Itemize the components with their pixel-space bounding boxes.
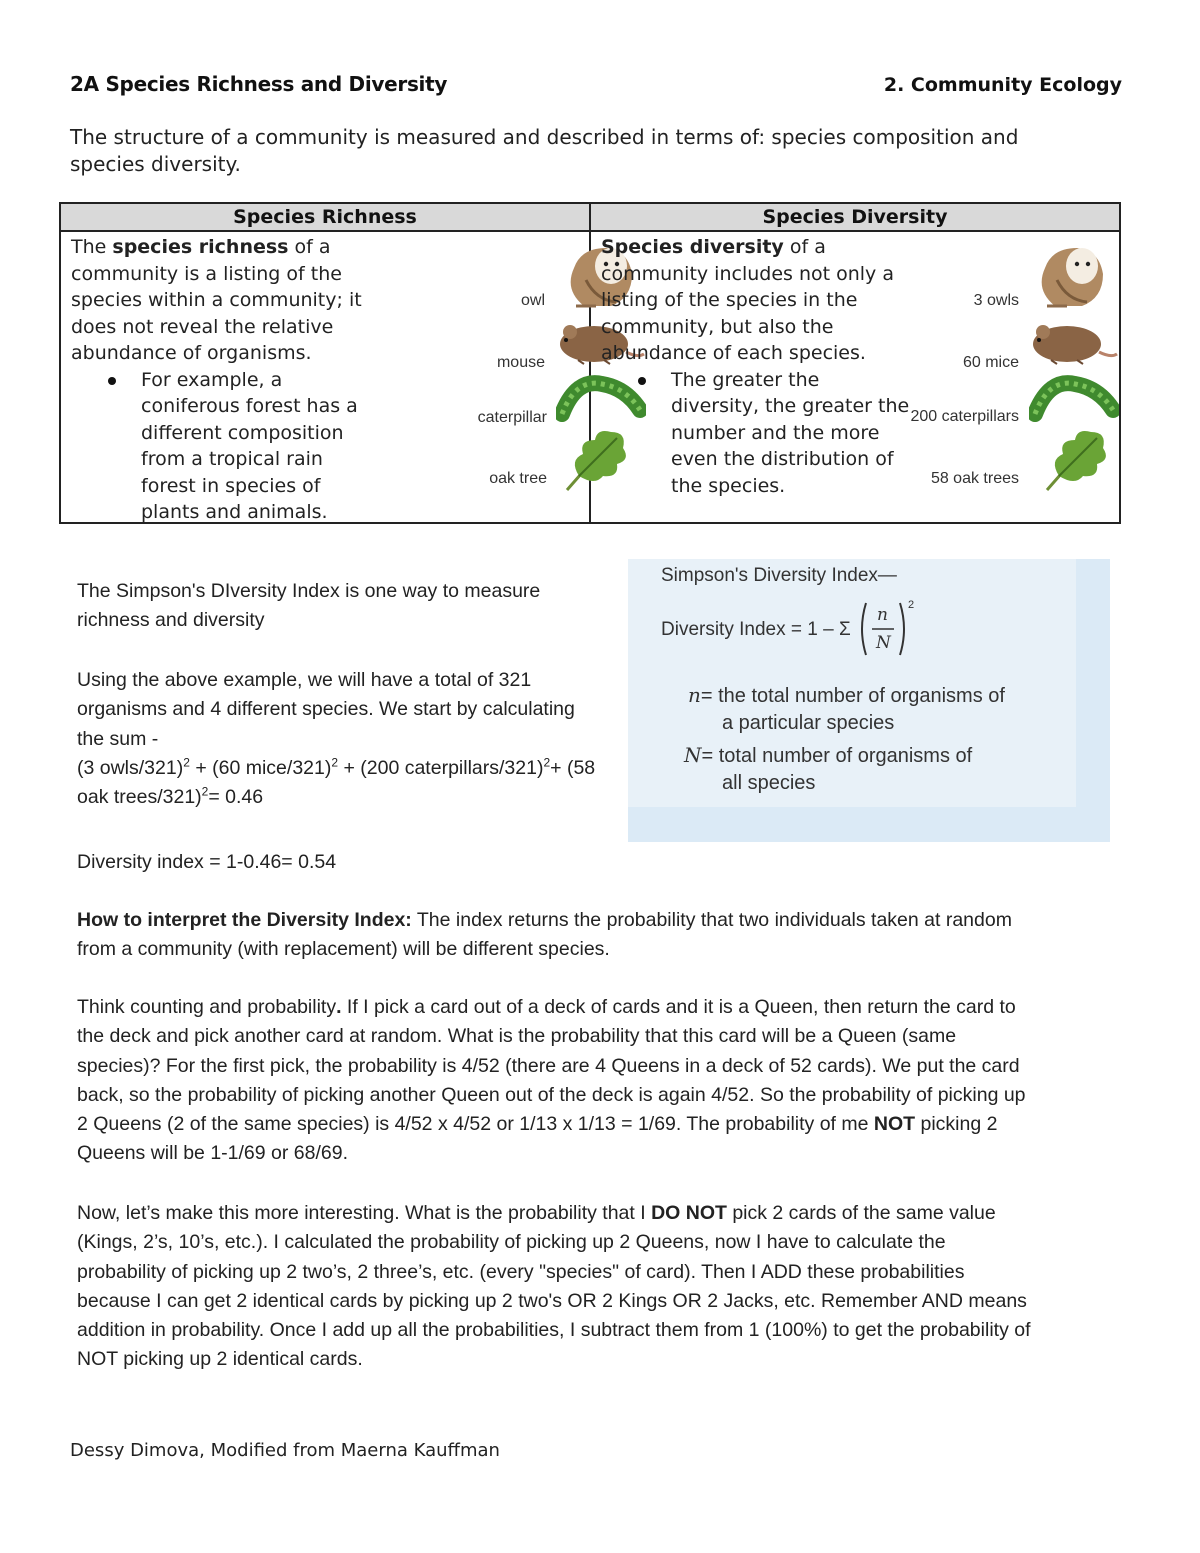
now-paragraph: Now, let’s make this more interesting. What is the probability that I DO NOT pick 2 cards of the same value (Kings, 2’s, 10’s, etc.). I calculated the probability of picking up 2 Queens, now I have to calculate the probability of picking up 2 two’s, 2 three’s, etc. (every "species" of card). Then I ADD these probabilities because I can get 2 identical cards by picking up 2 two's OR 2 Kings OR 2 Jacks, etc. Remember AND means addition in probability. Once I add up all the probabilities, I subtract them from 1 (100%) to get the probability of NOT picking up 2 identical cards.	[77, 1202, 1031, 1371]
simpson-formula: Diversity Index = 1 – Σ	[661, 619, 851, 640]
richness-term: species richness	[112, 236, 289, 258]
label-3-owls: 3 owls	[973, 292, 1019, 309]
simpson-title: Simpson's Diversity Index—	[661, 565, 897, 586]
calc-paragraph-1: The Simpson's DIversity Index is one way to measure richness and diversity	[77, 580, 541, 632]
richness-bullet: For example, a coniferous forest has a different composition from a tropical rain forest in species of plants and animals.	[141, 367, 383, 526]
label-oak-tree: oak tree	[489, 470, 547, 487]
diversity-heading: Species Diversity	[590, 203, 1120, 231]
label-200-caterpillars: 200 caterpillars	[910, 408, 1019, 425]
label-60-mice: 60 mice	[962, 354, 1019, 371]
comparison-table	[59, 202, 1121, 524]
diversity-cell	[590, 231, 1120, 523]
label-58-oak-trees: 58 oak trees	[930, 470, 1019, 487]
think-paragraph: Think counting and probability. If I pick a card out of a deck of cards and it is a Queen, then return the card to the deck and pick another card at random. What is the probability that this card will be a Queen (same species)? For the first pick, the probability is 4/52 (there are 4 Queens in a deck of 52 cards). We put the card back, so the probability of picking another Queen out of the deck is again 4/52. So the probability of picking up 2 Queens (2 of the same species) is 4/52 x 4/52 or 1/13 x 1/13 = 1/69. The probability of me NOT picking 2 Queens will be 1-1/69 or 68/69.	[77, 996, 1026, 1165]
interpret-paragraph: How to interpret the Diversity Index: The index returns the probability that two individuals taken at random from a community (with replacement) will be different species.	[77, 909, 1012, 961]
formula-exponent: 2	[908, 599, 915, 611]
intro-paragraph: The structure of a community is measured and described in terms of: species composition and species diversity.	[70, 125, 1019, 176]
diversity-term: Species diversity	[601, 236, 784, 258]
fraction-denominator: N	[876, 633, 891, 653]
richness-text: The species richness of a community is a listing of the species within a community; it does not reveal the relative abundance of organisms. For example, a coniferous forest has a different composition from a tropical rain forest in species of plants and animals.	[71, 234, 383, 526]
page-title: 2A Species Richness and Diversity	[70, 72, 448, 96]
richness-heading: Species Richness	[60, 203, 590, 231]
owl-icon	[1027, 240, 1117, 310]
diversity-text: Species diversity of a community includes not only a listing of the species in the community, but also the abundance of each species. The greater the diversity, the greater the number and the more even the distribution of the species.	[601, 234, 913, 499]
mouse-icon	[1029, 318, 1119, 368]
n-definition: n= the total number of organisms of	[688, 683, 1005, 707]
footer-credit: Dessy Dimova, Modified from Maerna Kauffman	[70, 1440, 500, 1461]
label-mouse: mouse	[496, 354, 545, 371]
N-definition-cont: all species	[722, 772, 816, 794]
richness-cell	[60, 231, 590, 523]
n-definition-cont: a particular species	[722, 712, 895, 734]
label-owl: owl	[520, 292, 545, 309]
simpson-formula-box	[628, 559, 1110, 842]
N-definition: N= total number of organisms of	[684, 743, 973, 767]
label-caterpillar: caterpillar	[477, 409, 547, 426]
fraction-numerator: n	[877, 605, 888, 625]
oak-leaf-icon	[1041, 424, 1113, 494]
unit-title: 2. Community Ecology	[883, 74, 1122, 96]
calc-paragraph-2: Using the above example, we will have a total of 321 organisms and 4 different species. We start by calculating the sum - (3 owls/321)$^2$ + (60 mice/321)$^2$ + (200 caterpillars/321)$^2$+ (58 oak trees/321)$^2$= 0.46	[77, 669, 596, 809]
caterpillar-icon	[1029, 372, 1119, 422]
diversity-bullet: The greater the diversity, the greater the number and the more even the distribution of the species.	[671, 367, 913, 500]
diversity-index-result: Diversity index = 1-0.46= 0.54	[77, 851, 337, 873]
